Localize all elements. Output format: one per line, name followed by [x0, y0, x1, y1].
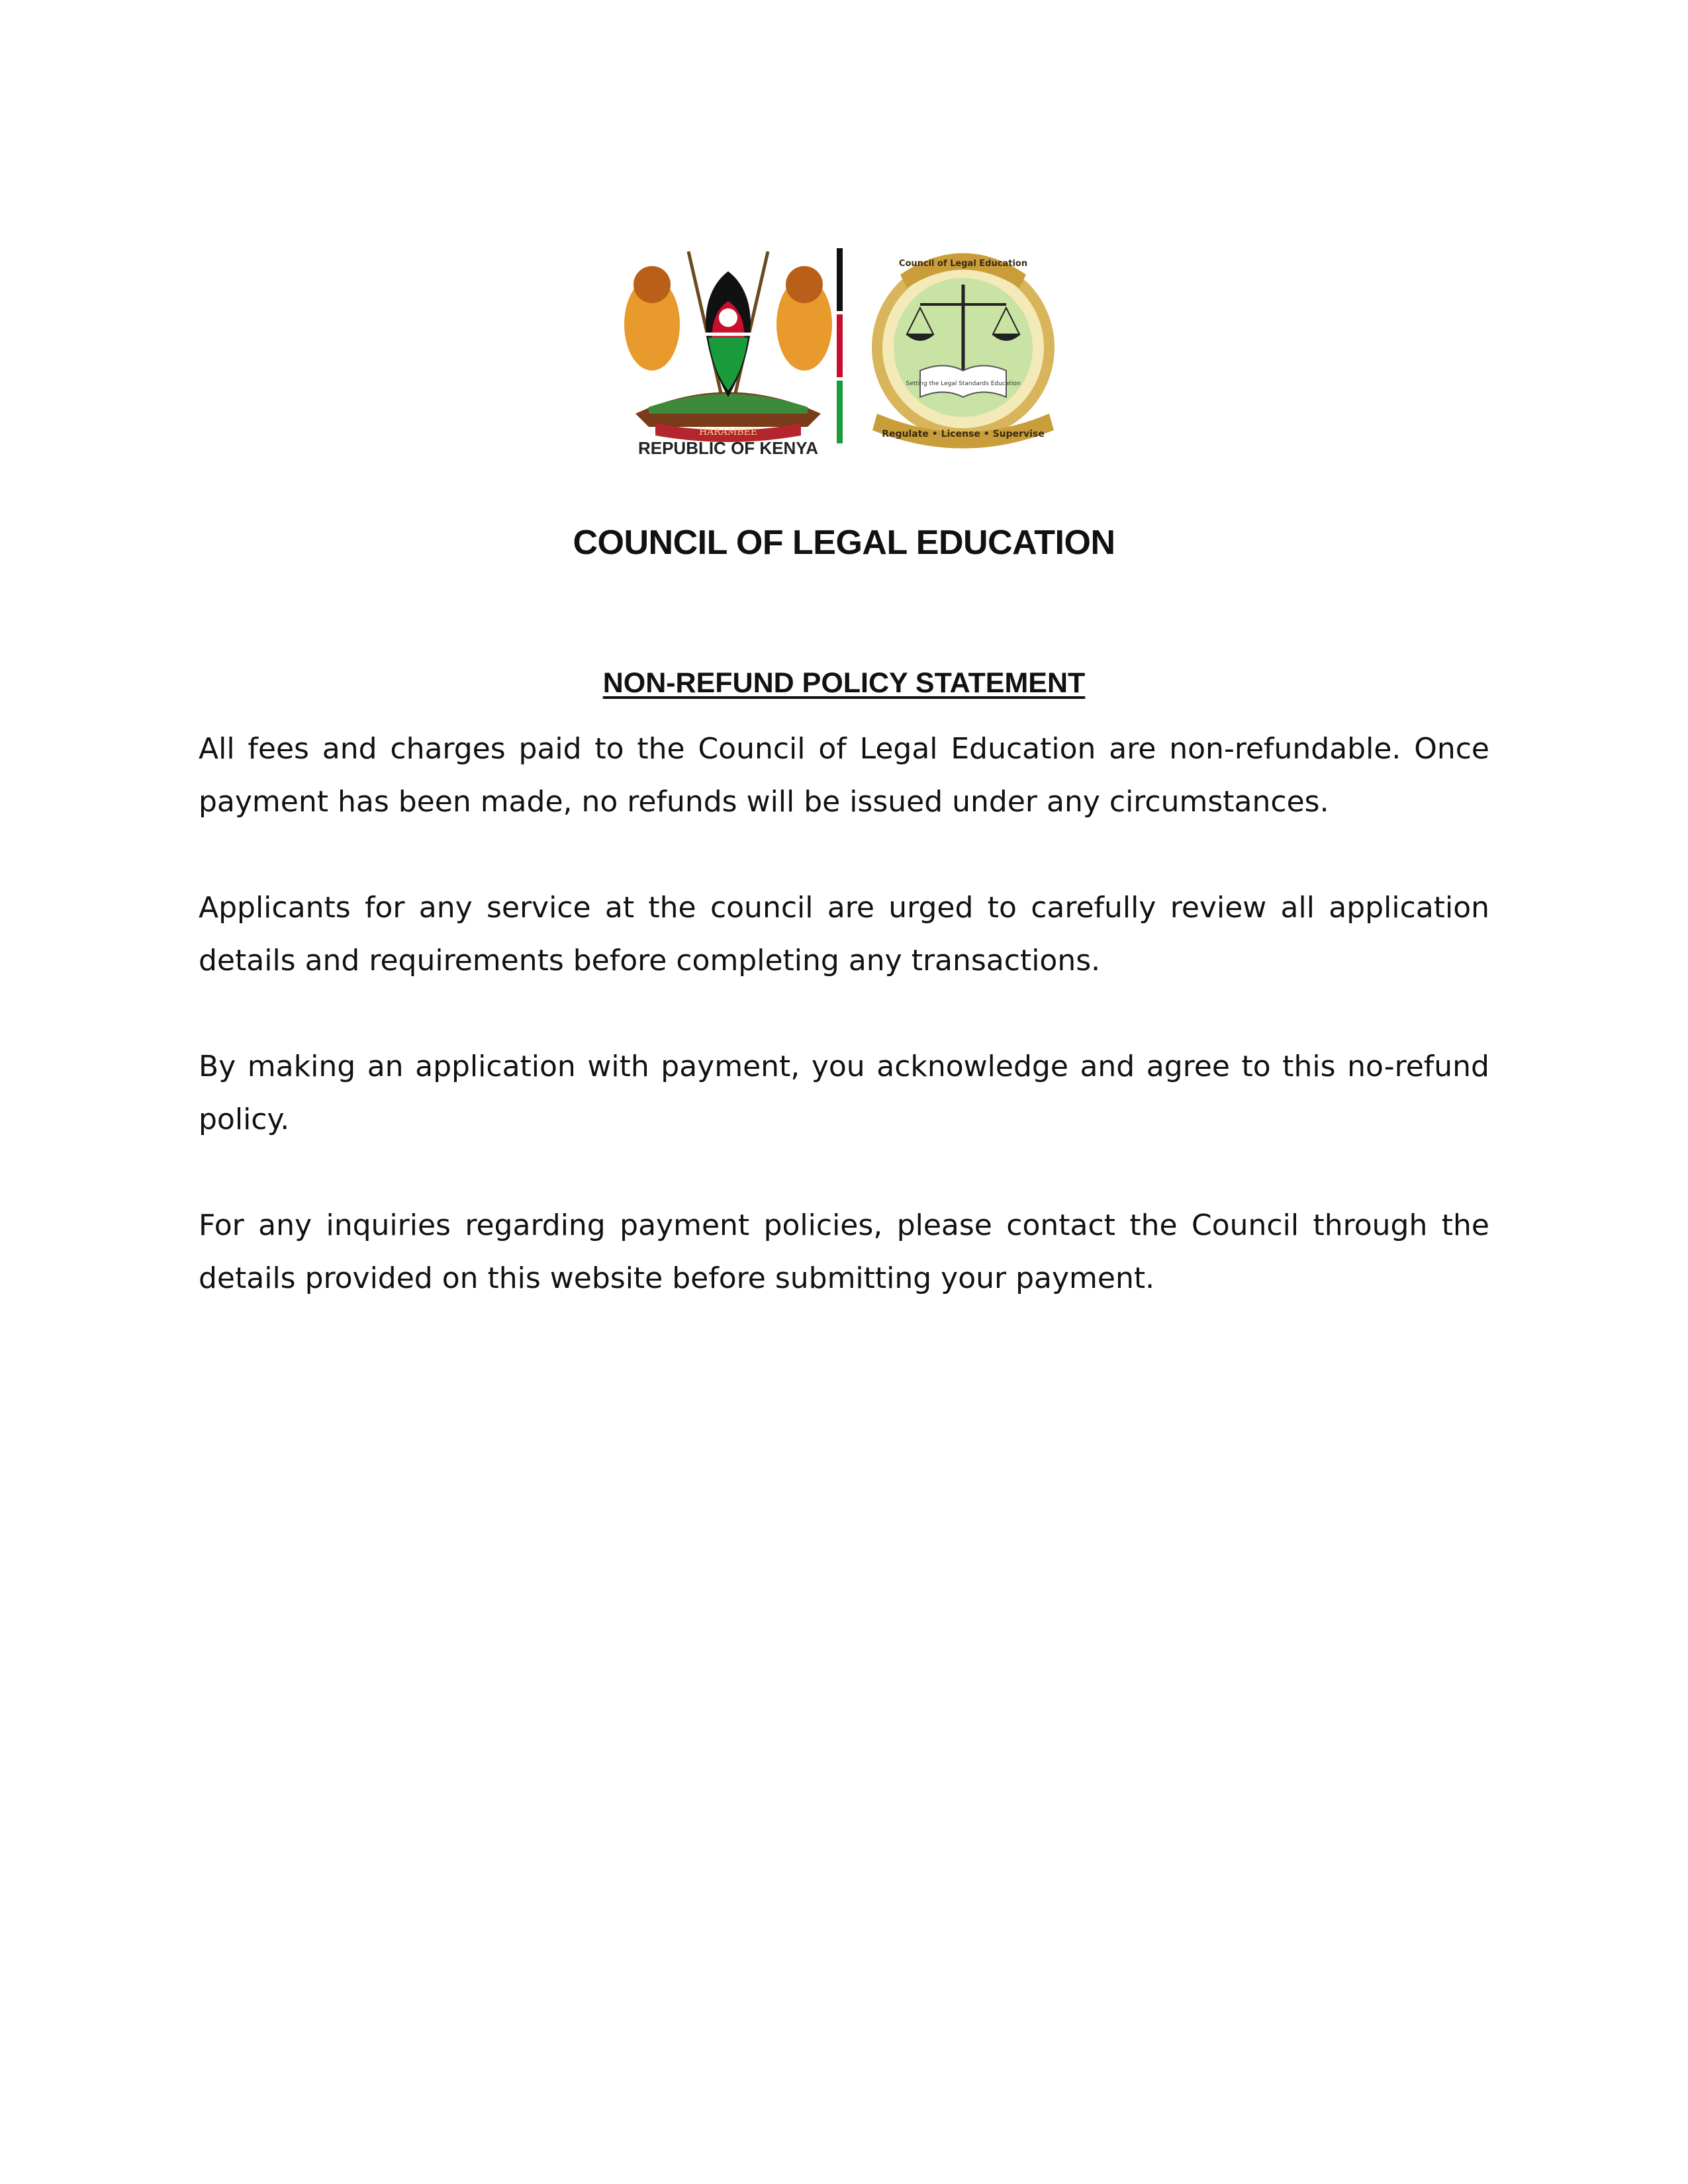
organization-title: COUNCIL OF LEGAL EDUCATION — [573, 523, 1115, 562]
cle-seal-book-text: Setting the Legal Standards Education — [906, 381, 1021, 387]
flag-color-divider — [837, 248, 843, 443]
cle-seal-top-text: Council of Legal Education — [898, 259, 1028, 269]
cle-seal-logo — [872, 253, 1055, 449]
kenya-emblem-caption: REPUBLIC OF KENYA — [637, 438, 819, 457]
policy-paragraph-acknowledgement: By making an application with payment, you acknowledge and agree to this no-refund policy. — [199, 1050, 1489, 1136]
header-logos — [609, 238, 1086, 457]
cle-seal-ribbon-text: Regulate • License • Supervise — [882, 429, 1045, 439]
policy-paragraph-review-details: Applicants for any service at the council are urged to carefully review all application details and requirements before completing any transactions. — [199, 891, 1489, 978]
policy-paragraph-inquiries: For any inquiries regarding payment policies, please contact the Council through the details provided on this website before submitting your payment. — [199, 1208, 1489, 1295]
policy-paragraph-non-refundable: All fees and charges paid to the Council of Legal Education are non-refundable. Once payment has been made, no refunds will be issued under any circumstances. — [199, 732, 1489, 819]
policy-body — [199, 723, 1489, 1358]
policy-heading: NON-REFUND POLICY STATEMENT — [602, 667, 1086, 699]
kenya-emblem-motto: HARAMBEE — [698, 427, 758, 437]
kenya-coat-of-arms-logo — [624, 251, 832, 457]
